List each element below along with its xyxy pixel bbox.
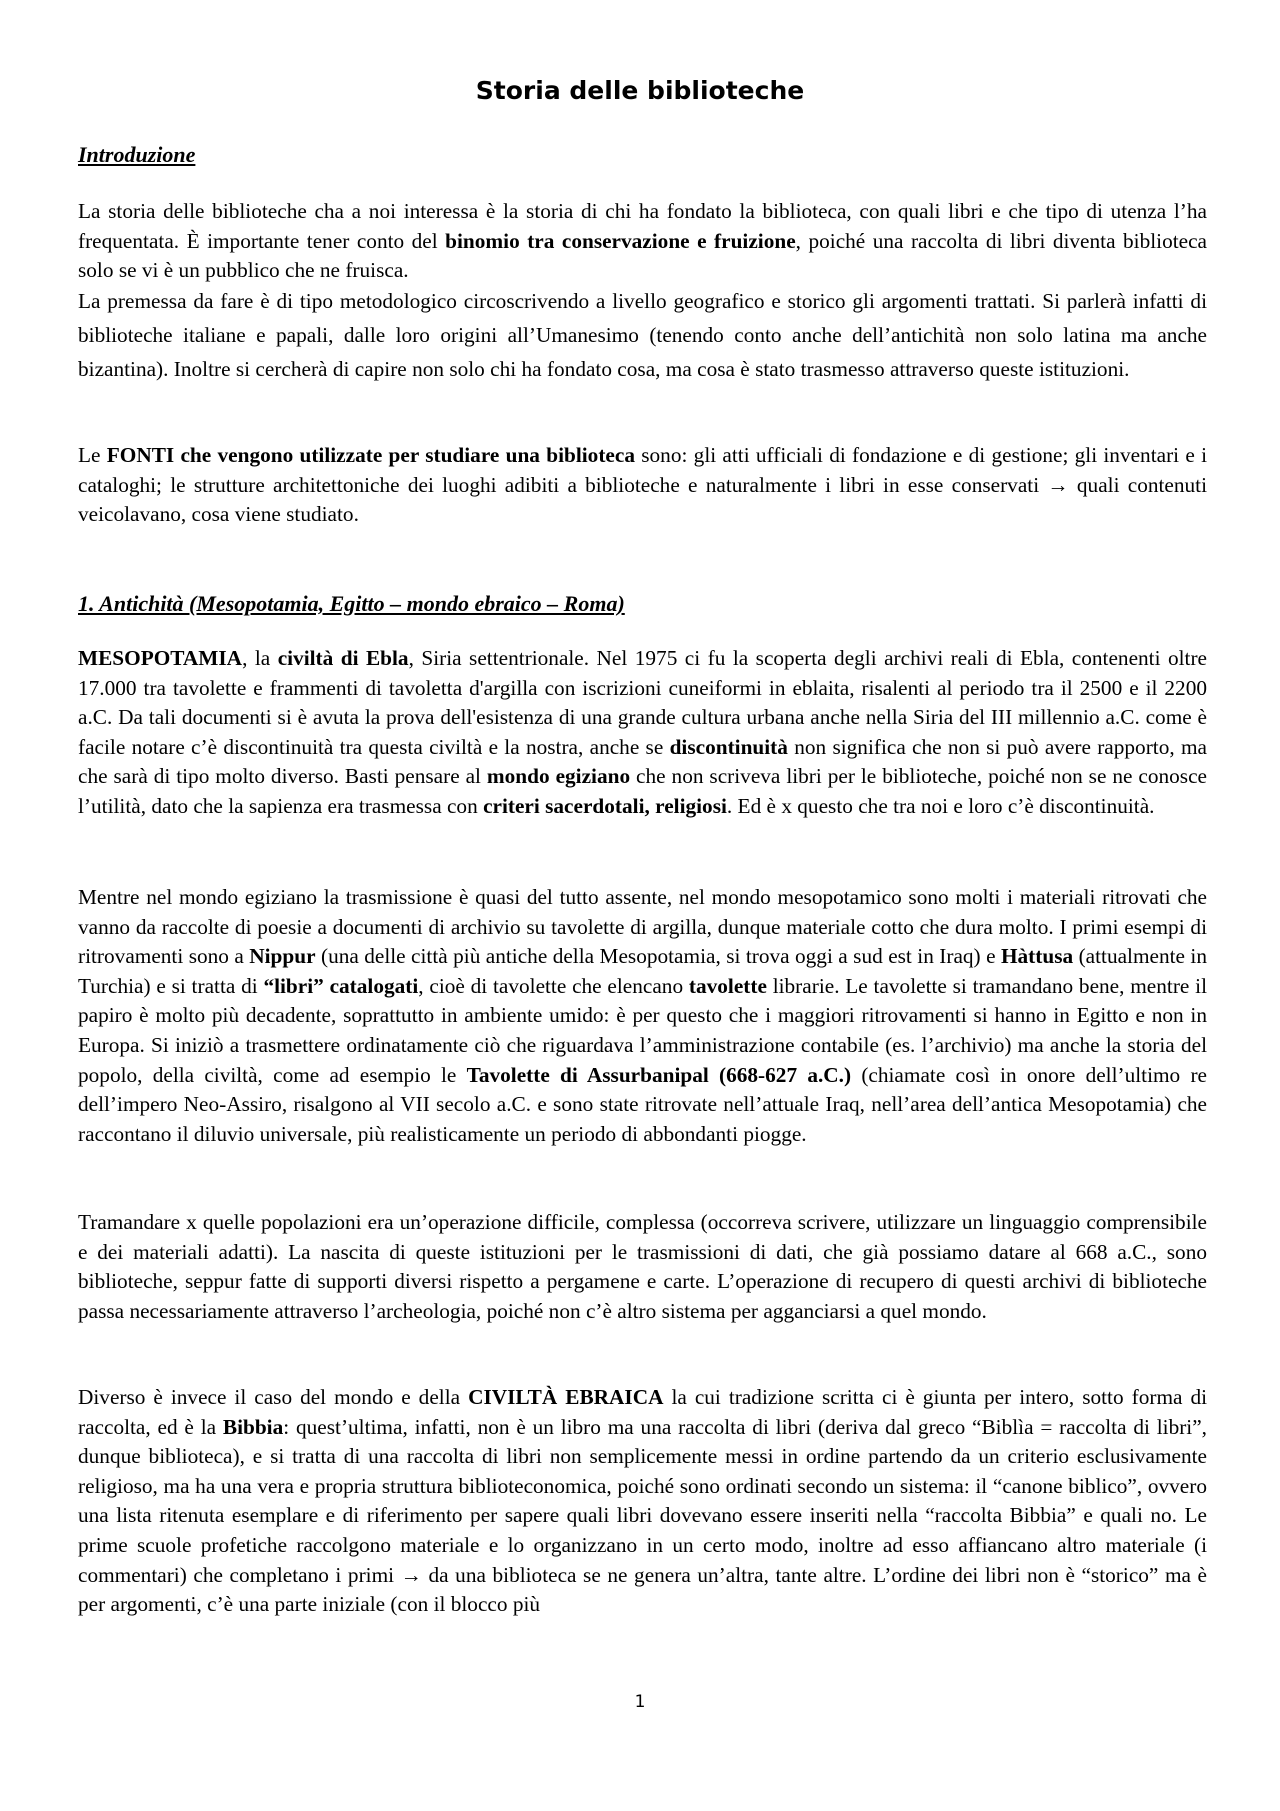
- text-run: (chiamate così in onore dell’ultimo re dell’impero Neo-Assiro, risalgono al VII secolo a.C. e sono state ritrovate nell’attuale Iraq, nell’area dell’antica Mesopotamia) che raccontano il diluvio universale, più realisticamente un periodo di abbondanti piogge.: [78, 1062, 1207, 1146]
- page-title: Storia delle biblioteche: [475, 76, 805, 105]
- bold-text-run: MESOPOTAMIA: [78, 646, 243, 670]
- bold-text-run: Tavolette di Assurbanipal: [466, 1062, 709, 1087]
- page-number: 1: [634, 1692, 646, 1712]
- text-run: , poiché una raccolta di libri diventa biblioteca solo se vi è un pubblico che ne fruisca.: [78, 228, 1207, 283]
- text-run: La storia delle biblioteche cha a noi interessa è la storia di chi ha fondato la biblioteca, con quali libri e che tipo di utenza l’ha frequentata. È importante tener conto del: [78, 199, 1207, 253]
- text-run: sono: gli atti ufficiali di fondazione e di gestione; gli inventari e i cataloghi; le strutture architettoniche dei luoghi adibiti a biblioteche e naturalmente i libri in esse conservati → quali contenuti veicolavano, cosa viene studiato.: [78, 443, 1207, 527]
- bold-text-run: Nippur: [249, 944, 316, 969]
- bold-text-run: tavolette: [688, 973, 767, 998]
- bold-text-run: civiltà di Ebla: [277, 646, 409, 670]
- text-run: che non scriveva libri per le biblioteche, poiché non se ne conosce l’utilità, dato che la sapienza era trasmessa con: [78, 764, 1207, 818]
- intro-paragraph-1: [78, 197, 1207, 286]
- bold-text-run: discontinuità: [669, 734, 788, 759]
- bold-text-run: Hàttusa: [1000, 944, 1074, 969]
- text-run: . Ed è x questo che tra noi e loro c’è discontinuità.: [726, 793, 1155, 818]
- section-heading-intro: Introduzione: [78, 142, 196, 167]
- antiquity-paragraph-4: [78, 1383, 1207, 1620]
- section-heading-antiquity: 1. Antichità (Mesopotamia, Egitto – mondo ebraico – Roma): [78, 591, 625, 616]
- text-run: Diverso è invece il caso del mondo e della: [78, 1385, 469, 1409]
- text-run: La premessa da fare è di tipo metodologico circoscrivendo a livello geografico e storico gli argomenti trattati. Si parlerà infatti di biblioteche italiane e papali, dalle loro origini all’Umanesimo (tenendo conto anche dell’antichità non solo latina ma anche bizantina). Inoltre si cercherà di capire non solo chi ha fondato cosa, ma cosa è stato trasmesso attraverso queste istituzioni.: [78, 289, 1207, 381]
- bold-text-run: (668-627 a.C.): [719, 1062, 852, 1087]
- text-run: librarie. Le tavolette si tramandano bene, mentre il papiro è molto più decadente, soprattutto in ambiente umido: è per questo che i maggiori ritrovamenti si hanno in Egitto e non in Europa. Si iniziò a trasmettere ordinatamente ciò che riguardava l’amministrazione contabile (es. l’archivio) ma anche la storia del popolo, della civiltà, come ad esempio le: [78, 973, 1207, 1087]
- text-run: (attualmente in Turchia) e si tratta di: [78, 944, 1207, 998]
- text-run: Mentre nel mondo egiziano la trasmissione è quasi del tutto assente, nel mondo mesopotamico sono molti i materiali ritrovati che vanno da raccolte di poesie a documenti di archivio su tavolette di argilla, dunque materiale cotto che dura molto. I primi esempi di ritrovamenti sono a: [78, 885, 1207, 969]
- text-run: : quest’ultima, infatti, non è un libro ma una raccolta di libri (deriva dal greco “Biblìa = raccolta di libri”, dunque biblioteca), e si tratta di una raccolta di libri non semplicemente messi in ordine partendo da un criterio esclusivamente religioso, ma ha una vera e propria struttura biblioteconomica, poiché sono ordinati secondo un sistema: il “canone biblico”, ovvero una lista ritenuta esemplare e di riferimento per sapere quali libri dovevano essere inseriti nella “raccolta Bibbia” e quali no. Le prime scuole profetiche raccolgono materiale e lo organizzano in un certo modo, inoltre ad esso affiancano altro materiale (i commentari) che completano i primi → da una biblioteca se ne genera un’altra, tante altre. L’ordine dei libri non è “storico” ma è per argomenti, c’è una parte iniziale (con il blocco più: [78, 1414, 1207, 1617]
- antiquity-paragraph-2: [78, 883, 1207, 1149]
- text-run: , cioè di tavolette che elencano: [418, 973, 689, 998]
- text-run: [709, 1063, 719, 1087]
- antiquity-paragraph-3: [78, 1208, 1207, 1326]
- text-run: Le: [78, 443, 107, 467]
- bold-text-run: FONTI che vengono utilizzate per studiare una biblioteca: [106, 443, 635, 467]
- bold-text-run: mondo egiziano: [486, 764, 631, 789]
- intro-paragraph-2: [78, 284, 1207, 386]
- antiquity-paragraph-1: [78, 644, 1207, 822]
- text-run: la cui tradizione scritta ci è giunta per intero, sotto forma di raccolta, ed è la: [78, 1385, 1208, 1439]
- bold-text-run: Bibbia: [222, 1414, 284, 1439]
- bold-text-run: binomio tra conservazione e fruizione: [445, 228, 796, 253]
- text-run: Tramandare x quelle popolazioni era un’operazione difficile, complessa (occorreva scrivere, utilizzare un linguaggio comprensibile e dei materiali adatti). La nascita di queste istituzioni per le trasmissioni di dati, che già possiamo datare al 668 a.C., sono biblioteche, seppur fatte di supporti diversi rispetto a pergamene e carte. L’operazione di recupero di questi archivi di biblioteche passa necessariamente attraverso l’archeologia, poiché non c’è altro sistema per agganciarsi a quel mondo.: [78, 1210, 1207, 1323]
- text-run: (una delle città più antiche della Mesopotamia, si trova oggi a sud est in Iraq) e: [315, 944, 1001, 969]
- bold-text-run: criteri sacerdotali, religiosi: [483, 793, 727, 818]
- text-run: non significa che non si può avere rapporto, ma che sarà di tipo molto diverso. Basti pensare al: [78, 734, 1207, 789]
- text-run: , la: [242, 646, 278, 670]
- text-run: , Siria settentrionale. Nel 1975 ci fu la scoperta degli archivi reali di Ebla, contenenti oltre 17.000 tra tavolette e frammenti di tavoletta d'argilla con iscrizioni cuneiformi in eblaita, risalenti al periodo tra il 2500 e il 2200 a.C. Da tali documenti si è avuta la prova dell'esistenza di una grande cultura urbana anche nella Siria del III millennio a.C. come è facile notare c’è discontinuità tra questa civiltà e la nostra, anche se: [78, 646, 1207, 759]
- bold-text-run: “libri” catalogati: [263, 973, 419, 998]
- intro-paragraph-3: [78, 441, 1207, 530]
- bold-text-run: CIVILTÀ EBRAICA: [468, 1385, 664, 1409]
